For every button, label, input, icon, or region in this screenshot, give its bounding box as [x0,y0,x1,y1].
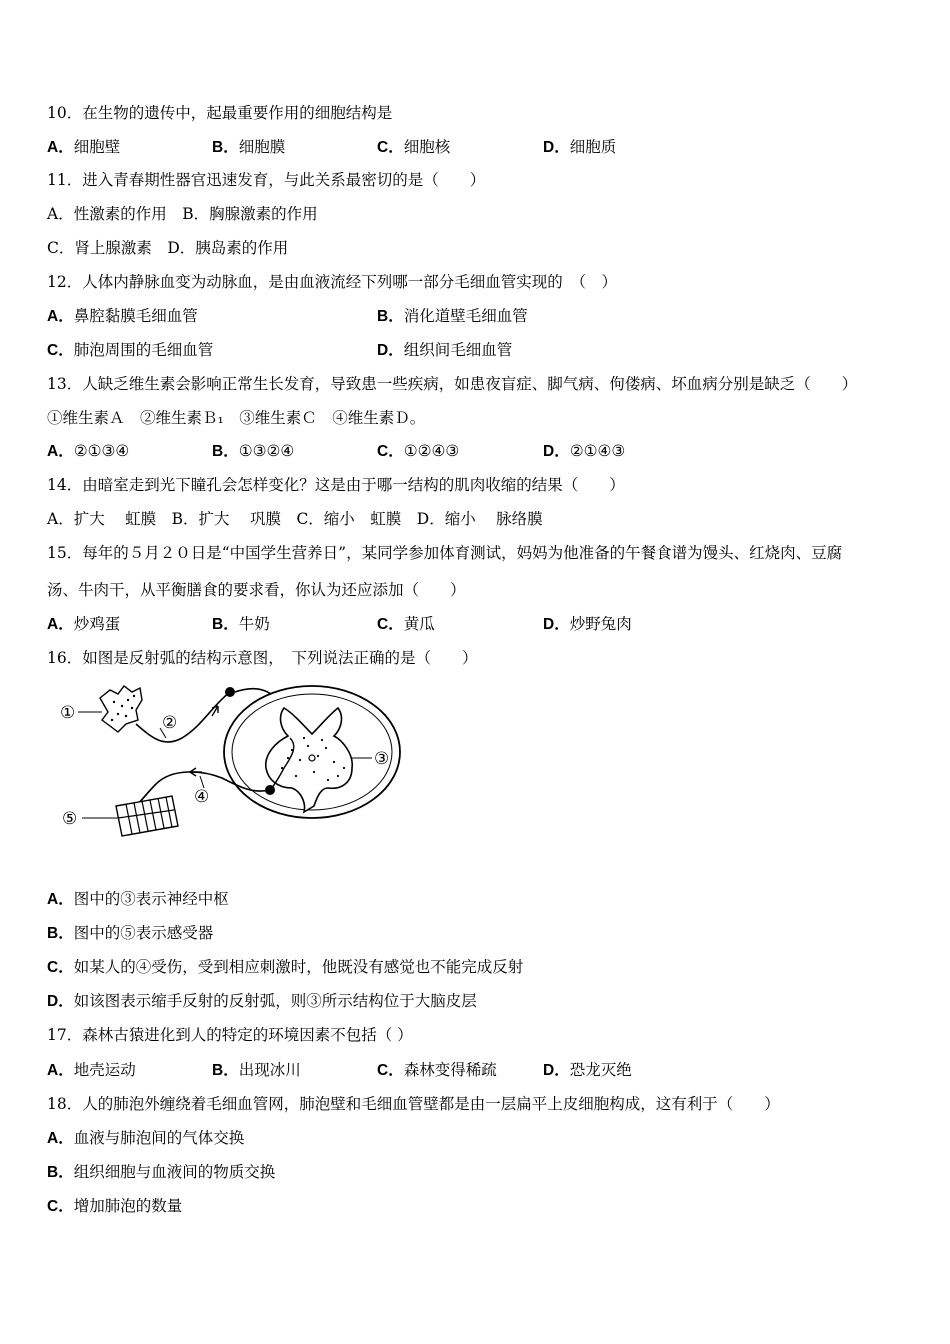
option-text: 鼻腔黏膜毛细血管 [73,307,198,325]
label-1: ① [60,703,76,723]
option-label: B． [212,443,239,460]
q11-options-cd[interactable]: C．肾上腺激素 D．胰岛素的作用 [47,239,289,257]
option-label: A． [47,616,74,633]
option-label: D． [47,993,74,1010]
option-label: C． [377,139,404,156]
question-12-stem: 12．人体内静脉血变为动脉血，是由血液流经下列哪一部分毛细血管实现的 （ ） [47,273,617,291]
q17-option-c[interactable] [377,1060,497,1081]
option-text: 森林变得稀疏 [403,1061,497,1079]
option-label: A． [47,1062,74,1079]
question-15-stem: 15．每年的５月２０日是“中国学生营养日”，某同学参加体育测试，妈妈为他准备的午餐食谱为馒头、红烧肉、豆腐 [47,544,843,562]
q13-option-d[interactable] [543,441,625,462]
option-label: C． [47,342,74,359]
label-3: ③ [374,749,390,769]
option-text: 牛奶 [238,615,270,633]
q15-option-b[interactable] [212,614,270,635]
q10-option-a[interactable] [47,137,120,158]
option-label: D． [377,342,404,359]
option-label: D． [543,139,570,156]
option-text: 细胞核 [403,138,451,156]
option-text: 细胞质 [569,138,617,156]
option-label: C． [47,959,74,976]
option-label: D． [543,1062,570,1079]
option-label: B． [47,925,74,942]
option-label: C． [47,1198,74,1215]
label-2: ② [162,713,178,733]
option-text: 炒鸡蛋 [73,615,121,633]
option-label: C． [377,443,404,460]
reflex-arc-diagram [52,676,402,851]
option-label: A． [47,308,74,325]
q12-option-a[interactable] [47,306,198,327]
q10-option-b[interactable] [212,137,285,158]
q16-option-c[interactable] [47,957,523,978]
ganglion [225,687,235,697]
q17-option-a[interactable] [47,1060,136,1081]
q11-options-ab[interactable]: A．性激素的作用 B．胸腺激素的作用 [47,205,318,223]
question-18-stem: 18．人的肺泡外缠绕着毛细血管网，肺泡壁和毛细血管壁都是由一层扁平上皮细胞构成，这有利于（ ） [47,1095,780,1113]
q15-option-d[interactable] [543,614,632,635]
receptor-shape [100,686,142,732]
option-text: 如该图表示缩手反射的反射弧，则③所示结构位于大脑皮层 [73,992,477,1010]
option-label: C． [377,616,404,633]
question-14-stem: 14．由暗室走到光下瞳孔会怎样变化？这是由于哪一结构的肌肉收缩的结果（ ） [47,476,625,494]
question-17-stem: 17．森林古猿进化到人的特定的环境因素不包括（ ） [47,1026,413,1044]
option-text: 如某人的④受伤，受到相应刺激时，他既没有感觉也不能完成反射 [73,958,524,976]
option-text: 细胞膜 [238,138,286,156]
label-5: ⑤ [62,809,78,829]
q18-option-b[interactable] [47,1162,275,1183]
option-text: 消化道壁毛细血管 [403,307,528,325]
q18-option-a[interactable] [47,1128,244,1149]
question-16-stem: 16．如图是反射弧的结构示意图， 下列说法正确的是（ ） [47,649,478,667]
q13-option-c[interactable] [377,441,459,462]
central-canal [309,755,315,761]
q18-option-c[interactable] [47,1196,182,1217]
reflex-arc-figure [52,676,402,851]
q15-option-a[interactable] [47,614,120,635]
option-text: 出现冰川 [238,1061,301,1079]
option-label: B． [377,308,404,325]
question-11-stem: 11．进入青春期性器官迅速发育，与此关系最密切的是（ ） [47,171,486,189]
afferent-nerve [136,692,230,742]
option-text: ②①③④ [73,442,130,460]
option-text: ②①④③ [569,442,626,460]
option-label: B． [212,139,239,156]
option-label: B． [212,1062,239,1079]
q17-option-b[interactable] [212,1060,301,1081]
q17-option-d[interactable] [543,1060,632,1081]
option-text: 血液与肺泡间的气体交换 [73,1129,245,1147]
option-label: A． [47,139,74,156]
q13-option-b[interactable] [212,441,294,462]
option-label: D． [543,443,570,460]
label-4: ④ [194,787,210,807]
option-label: A． [47,891,74,908]
option-label: D． [543,616,570,633]
option-text: 图中的⑤表示感受器 [73,924,214,942]
option-label: A． [47,443,74,460]
option-text: 组织细胞与血液间的物质交换 [73,1163,276,1181]
option-label: A． [47,1130,74,1147]
option-text: ①②④③ [403,442,460,460]
option-text: ①③②④ [238,442,295,460]
question-15-stem-cont: 汤、牛肉干，从平衡膳食的要求看，你认为还应添加（ ） [47,581,466,599]
option-text: 细胞壁 [73,138,121,156]
q15-option-c[interactable] [377,614,435,635]
option-text: 恐龙灭绝 [569,1061,632,1079]
option-text: 组织间毛细血管 [403,341,513,359]
effector-shape [116,796,178,836]
q13-option-a[interactable] [47,441,129,462]
option-text: 地壳运动 [73,1061,136,1079]
option-label: B． [47,1164,74,1181]
question-13-vitamin-list: ①维生素Ａ ②维生素Ｂ₁ ③维生素Ｃ ④维生素Ｄ。 [47,409,426,427]
question-10-stem: 10．在生物的遗传中，起最重要作用的细胞结构是 [47,104,393,122]
option-text: 黄瓜 [403,615,435,633]
option-text: 增加肺泡的数量 [73,1197,183,1215]
q12-option-d[interactable] [377,340,512,361]
option-label: C． [377,1062,404,1079]
option-text: 炒野兔肉 [569,615,632,633]
q16-option-b[interactable] [47,923,213,944]
q14-options[interactable]: A．扩大 虹膜 B．扩大 巩膜 C．缩小 虹膜 D．缩小 脉络膜 [47,510,543,528]
option-text: 肺泡周围的毛细血管 [73,341,214,359]
q10-option-c[interactable] [377,137,450,158]
option-text: 图中的③表示神经中枢 [73,890,229,908]
q12-option-c[interactable] [47,340,213,361]
question-13-stem: 13．人缺乏维生素会影响正常生长发育，导致患一些疾病，如患夜盲症、脚气病、佝偻病、坏血病分别是缺乏（ ） [47,375,858,393]
option-label: B． [212,616,239,633]
q12-option-b[interactable] [377,306,528,327]
q10-option-d[interactable] [543,137,616,158]
q16-option-a[interactable] [47,889,229,910]
q16-option-d[interactable] [47,991,477,1012]
